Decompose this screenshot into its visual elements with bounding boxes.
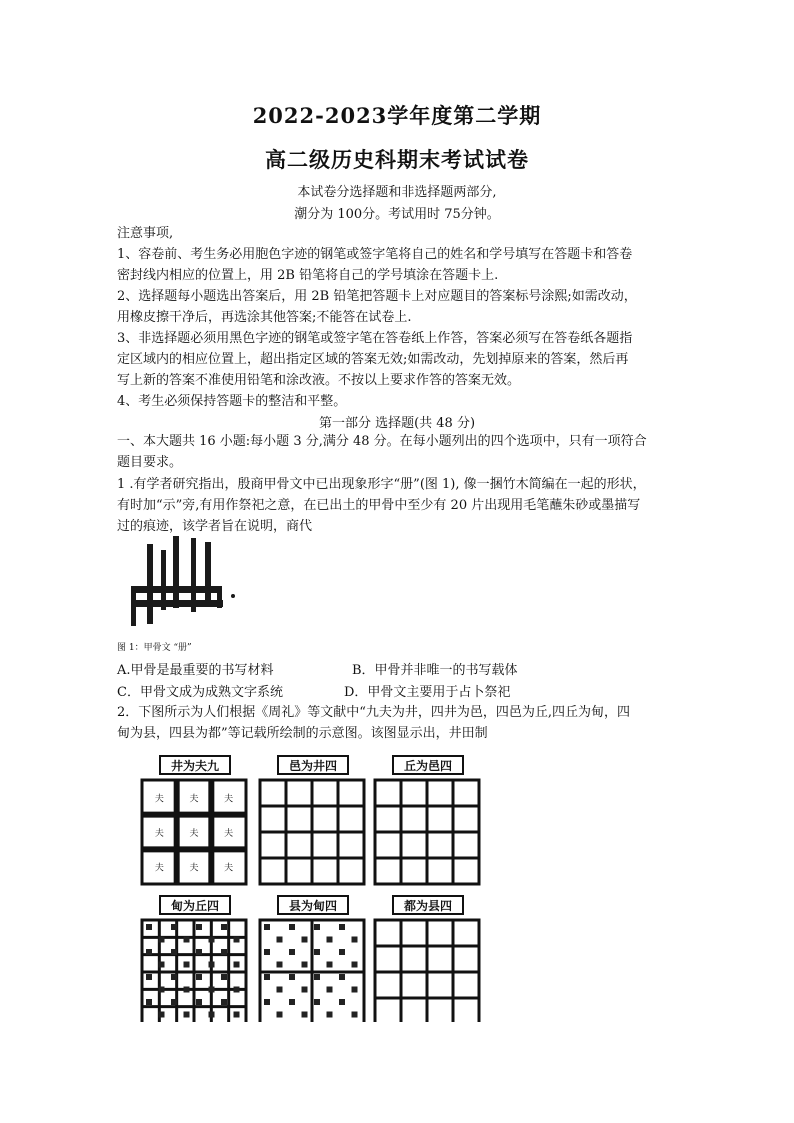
pattern-dot: [159, 937, 165, 943]
pattern-dot: [277, 962, 283, 968]
pattern-dot: [327, 1012, 333, 1018]
pattern-dot: [184, 1012, 190, 1018]
pattern-dot: [327, 937, 333, 943]
pattern-dot: [277, 1012, 283, 1018]
q1-line: 有时加“示”旁,有用作祭祀之意，在已出土的甲骨中至少有 20 片出现用毛笔蘸朱砂或墨描写: [117, 498, 641, 513]
panel-label: 县为甸四: [288, 899, 338, 913]
q1-option-c[interactable]: C．甲骨文成为成熟文字系统: [117, 685, 283, 700]
pattern-dot: [184, 937, 190, 943]
pattern-dot: [327, 962, 333, 968]
pattern-dot: [264, 949, 270, 955]
section-intro-line: 一、本大题共 16 小题:每小题 3 分,满分 48 分。在每小题列出的四个选项中，只有一项符合: [117, 434, 647, 449]
diagram-panel: [375, 896, 479, 1022]
notice-line: 3、非选择题必须用黑色字迹的钢笔或签字笔在答卷纸上作答，答案必须写在答卷纸各题指: [117, 331, 633, 346]
q1-option-a[interactable]: A.甲骨是最重要的书写材料: [117, 663, 274, 678]
pattern-dot: [289, 974, 295, 980]
pattern-dot: [327, 987, 333, 993]
part1-heading: 第一部分 选择题(共 48 分): [318, 416, 476, 431]
pattern-dot: [209, 962, 215, 968]
panel-label: 井为夫九: [170, 759, 220, 773]
exam-title: 2022-2023学年度第二学期: [252, 103, 542, 128]
cell-label: 夫: [224, 829, 234, 839]
pattern-dot: [289, 999, 295, 1005]
pattern-dot: [184, 962, 190, 968]
diagram-panel: [260, 896, 364, 1022]
notice-line: 2、选择题每小题选出答案后，用 2B 铅笔把答题卡上对应题目的答案标号涂熙;如需改动，: [117, 289, 637, 304]
panel-label: 邑为井四: [288, 759, 338, 773]
pattern-dot: [221, 949, 227, 955]
q1-option-d[interactable]: D．甲骨文主要用于占卜祭祀: [344, 685, 511, 700]
pattern-dot: [314, 999, 320, 1005]
notice-line: 4、考生必须保持答题卡的整洁和平整。: [117, 394, 347, 409]
figure-1-caption: 图 1：甲骨文 “册”: [117, 643, 192, 653]
section-intro-line: 题目要求。: [117, 455, 183, 470]
pattern-dot: [209, 1012, 215, 1018]
pattern-dot: [146, 924, 152, 930]
pattern-dot: [264, 924, 270, 930]
pattern-dot: [339, 974, 345, 980]
cell-label: 夫: [189, 794, 199, 805]
cell-label: 夫: [224, 794, 234, 805]
pattern-dot: [277, 987, 283, 993]
notice-line: 写上新的答案不准使用铅笔和涂改液。不按以上要求作答的答案无效。: [117, 373, 521, 388]
notice-heading: 注意事项,: [117, 226, 174, 241]
panel-label: 甸为丘四: [170, 899, 220, 913]
pattern-dot: [277, 937, 283, 943]
oracle-bone-ce-figure: [125, 536, 240, 636]
pattern-dot: [171, 999, 177, 1005]
pattern-dot: [352, 937, 358, 943]
cell-label: 夫: [154, 794, 164, 805]
pattern-dot: [146, 999, 152, 1005]
pattern-dot: [339, 999, 345, 1005]
pattern-dot: [146, 974, 152, 980]
pattern-dot: [314, 974, 320, 980]
q1-option-b[interactable]: B．甲骨并非唯一的书写载体: [352, 663, 518, 678]
pattern-dot: [339, 949, 345, 955]
pattern-dot: [196, 949, 202, 955]
pattern-dot: [314, 924, 320, 930]
pattern-dot: [196, 974, 202, 980]
pattern-dot: [339, 924, 345, 930]
pattern-dot: [302, 962, 308, 968]
diagram-panel: [260, 756, 364, 884]
pattern-dot: [159, 987, 165, 993]
pattern-dot: [302, 937, 308, 943]
pattern-dot: [221, 974, 227, 980]
diagram-panel: [142, 896, 246, 1022]
diagram-panel: [375, 756, 479, 884]
pattern-dot: [196, 999, 202, 1005]
q2-line: 甸为县，四县为都”等记载所绘制的示意图。该图显示出，井田制: [117, 726, 488, 741]
intro-line-1: 本试卷分选择题和非选择题两部分,: [297, 185, 497, 200]
pattern-dot: [234, 937, 240, 943]
pattern-dot: [196, 924, 202, 930]
pattern-dot: [289, 924, 295, 930]
pattern-dot: [302, 987, 308, 993]
q1-line: 1 .有学者研究指出，殷商甲骨文中已出现象形字“册”(图 1), 像一捆竹木简编在一起的形状，: [117, 477, 646, 492]
pattern-dot: [159, 962, 165, 968]
notice-line: 定区域内的相应位置上，超出指定区域的答案无效;如需改动，先划掉原来的答案，然后再: [117, 352, 629, 367]
cell-label: 夫: [154, 863, 164, 874]
pattern-dot: [264, 999, 270, 1005]
pattern-dot: [209, 987, 215, 993]
intro-line-2: 潮分为 100分。考试用时 75分钟。: [294, 207, 500, 222]
notice-line: 密封线内相应的位置上，用 2B 铅笔将自己的学号填涂在答题卡上.: [117, 268, 499, 283]
cell-label: 夫: [224, 863, 234, 874]
pattern-dot: [184, 987, 190, 993]
notice-line: 用橡皮擦干净后，再选涂其他答案;不能答在试卷上.: [117, 310, 412, 325]
pattern-dot: [209, 937, 215, 943]
pattern-dot: [234, 962, 240, 968]
exam-subtitle: 高二级历史科期末考试试卷: [265, 147, 529, 172]
pattern-dot: [302, 1012, 308, 1018]
pattern-dot: [234, 987, 240, 993]
cell-label: 夫: [189, 863, 199, 874]
cell-label: 夫: [189, 829, 199, 839]
q2-line: 2．下图所示为人们根据《周礼》等文献中“九夫为井，四井为邑，四邑为丘,四丘为甸，四: [117, 705, 631, 720]
pattern-dot: [352, 987, 358, 993]
pattern-dot: [314, 949, 320, 955]
well-field-diagram: [138, 752, 488, 1022]
diagram-panel: [142, 756, 246, 884]
notice-line: 1、容卷前、考生务必用胞色字迹的钢笔或签字笔将自己的姓名和学号填写在答题卡和答卷: [117, 247, 633, 262]
panel-label: 都为县四: [403, 899, 453, 913]
pattern-dot: [171, 974, 177, 980]
q1-line: 过的痕迹，该学者旨在说明，商代: [117, 519, 313, 534]
pattern-dot: [146, 949, 152, 955]
pattern-dot: [221, 999, 227, 1005]
pattern-dot: [171, 949, 177, 955]
pattern-dot: [264, 974, 270, 980]
pattern-dot: [289, 949, 295, 955]
pattern-dot: [159, 1012, 165, 1018]
pattern-dot: [352, 1012, 358, 1018]
pattern-dot: [352, 962, 358, 968]
panel-label: 丘为邑四: [403, 759, 453, 773]
pattern-dot: [171, 924, 177, 930]
pattern-dot: [234, 1012, 240, 1018]
pattern-dot: [221, 924, 227, 930]
cell-label: 夫: [154, 829, 164, 839]
